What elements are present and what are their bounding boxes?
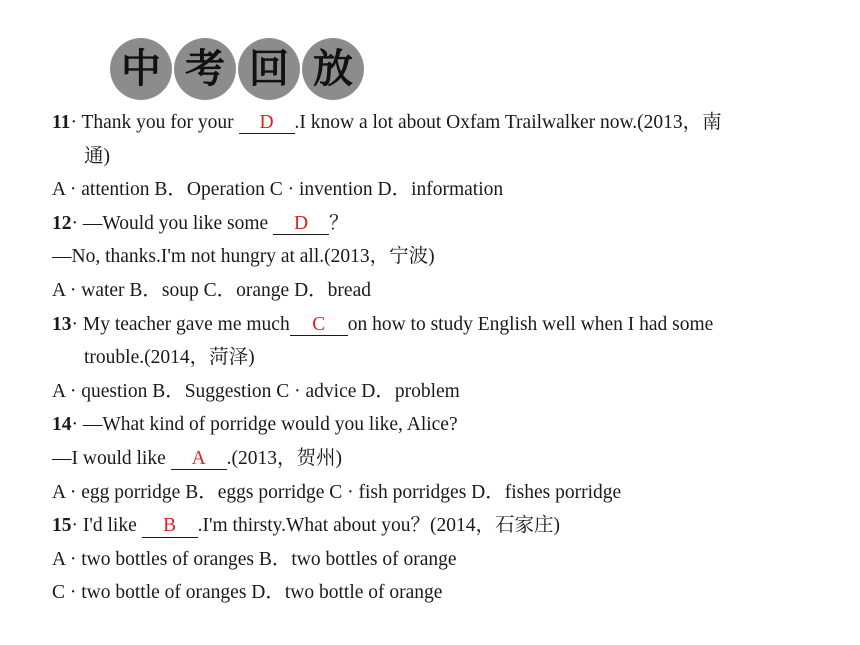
question-number: 13: [52, 313, 72, 335]
badge-char: 中: [110, 38, 172, 100]
question-13-options: A · question B．Suggestion C · advice D．problem: [52, 380, 460, 402]
question-number: 11: [52, 112, 71, 133]
question-15-options-row-2: C · two bottle of oranges D．two bottle of orange: [52, 582, 443, 604]
badge-char: 放: [302, 38, 364, 100]
answer-letter: D: [259, 112, 274, 133]
section-title-badge: [110, 38, 364, 100]
badge-char: 考: [174, 38, 236, 100]
question-number: 12: [52, 212, 72, 234]
badge-char: 回: [238, 38, 300, 100]
answer-letter: D: [294, 212, 309, 234]
question-15-options-row-1: A · two bottles of oranges B．two bottles of orange: [52, 548, 457, 570]
question-14-stem: 14· —What kind of porridge would you like, Alice?: [52, 414, 458, 436]
question-number: 15: [52, 515, 72, 537]
question-12-options: A · water B．soup C．orange D．bread: [52, 279, 371, 301]
question-12-stem: 12· —Would you like some D ？: [52, 212, 349, 234]
question-number: 14: [52, 414, 72, 436]
answer-blank: [142, 515, 198, 537]
question-11-options: A · attention B．Operation C · invention D．information: [52, 179, 504, 201]
answer-blank: [290, 314, 348, 336]
question-list: [52, 106, 822, 610]
question-14-options: A · egg porridge B．eggs porridge C · fish porridges D．fishes porridge: [52, 481, 622, 503]
question-11-stem-cont: 通): [84, 145, 110, 167]
answer-blank: [239, 112, 295, 134]
answer-blank: [171, 448, 227, 470]
question-12-reply: —No, thanks.I'm not hungry at all.(2013，宁波): [52, 246, 435, 268]
question-15-stem: 15· I'd like B .I'm thirsty.What about you？(2014，石家庄): [52, 515, 561, 537]
answer-letter: A: [191, 447, 206, 469]
answer-letter: B: [163, 515, 177, 537]
answer-blank: [273, 213, 329, 235]
question-11-stem: 11· Thank you for your D .I know a lot about Oxfam Trailwalker now.(2013，南: [52, 112, 722, 133]
question-14-reply: —I would like A .(2013，贺州): [52, 447, 342, 469]
answer-letter: C: [312, 313, 326, 335]
question-13-stem: 13· My teacher gave me much C on how to study English well when I had some: [52, 313, 714, 335]
question-13-stem-cont: trouble.(2014，菏泽): [84, 347, 255, 369]
